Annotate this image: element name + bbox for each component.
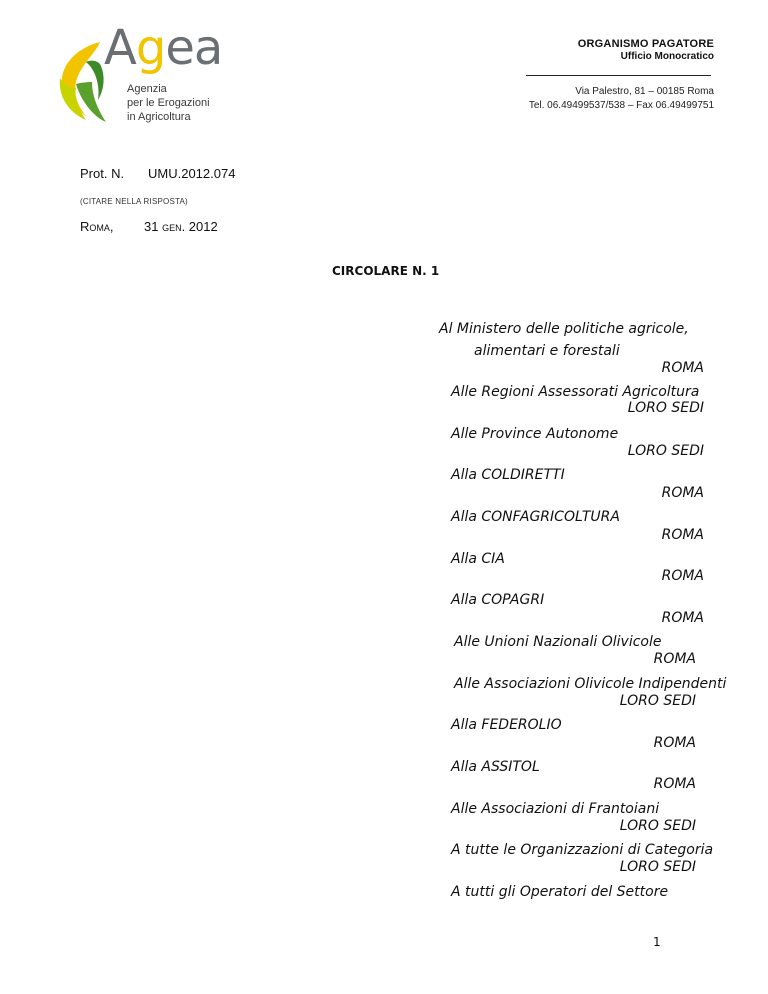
logo-wordmark: Agea — [104, 20, 223, 76]
recipient-name: A tutti gli Operatori del Settore — [451, 884, 669, 900]
recipient-name: Alla FEDEROLIO — [451, 717, 562, 733]
recipient-name: Alla CONFAGRICOLTURA — [451, 509, 620, 525]
recipient-place: ROMA — [661, 568, 704, 584]
circular-title: CIRCOLARE N. 1 — [332, 264, 440, 278]
recipient-name: Alle Unioni Nazionali Olivicole — [454, 634, 662, 650]
recipient-name: Alle Province Autonome — [451, 426, 619, 442]
protocol-number: UMU.2012.074 — [148, 166, 236, 181]
logo-subtitle-line: per le Erogazioni — [127, 97, 210, 109]
recipient-name-cont: alimentari e forestali — [474, 343, 620, 359]
phone-line: Tel. 06.49499537/538 – Fax 06.49499751 — [528, 100, 714, 111]
org-title: ORGANISMO PAGATORE — [577, 38, 714, 50]
recipient-place: ROMA — [661, 485, 704, 501]
logo-subtitle-line: in Agricoltura — [127, 111, 191, 123]
recipient-name: Alle Associazioni Olivicole Indipendenti — [454, 676, 727, 692]
date-value: 31 gen. 2012 — [144, 219, 218, 234]
date-city: Roma, — [80, 219, 114, 234]
recipient-place: LORO SEDI — [619, 818, 696, 834]
recipient-name: Alla COLDIRETTI — [451, 467, 565, 483]
recipient-name: Alla CIA — [451, 551, 505, 567]
protocol-label: Prot. N. — [80, 166, 125, 181]
cite-note: (CITARE NELLA RISPOSTA) — [80, 197, 188, 206]
recipient-name: Alle Regioni Assessorati Agricoltura — [451, 384, 700, 400]
page-number: 1 — [653, 935, 661, 949]
recipient-name: Alle Associazioni di Frantoiani — [451, 801, 660, 817]
address-line: Via Palestro, 81 – 00185 Roma — [575, 86, 714, 97]
recipient-place: ROMA — [661, 360, 704, 376]
recipient-place: LORO SEDI — [627, 443, 704, 459]
recipient-name: Alla ASSITOL — [451, 759, 540, 775]
recipient-name: Al Ministero delle politiche agricole, — [439, 321, 689, 337]
logo-subtitle-line: Agenzia — [127, 83, 167, 95]
recipient-place: LORO SEDI — [627, 400, 704, 416]
recipient-place: ROMA — [661, 610, 704, 626]
recipient-place: ROMA — [653, 776, 696, 792]
recipient-name: Alla COPAGRI — [451, 592, 545, 608]
recipient-place: ROMA — [653, 651, 696, 667]
recipient-place: LORO SEDI — [619, 693, 696, 709]
recipient-name: A tutte le Organizzazioni di Categoria — [451, 842, 714, 858]
recipient-place: LORO SEDI — [619, 859, 696, 875]
recipient-place: ROMA — [653, 735, 696, 751]
recipient-place: ROMA — [661, 527, 704, 543]
org-office: Ufficio Monocratico — [620, 51, 714, 62]
